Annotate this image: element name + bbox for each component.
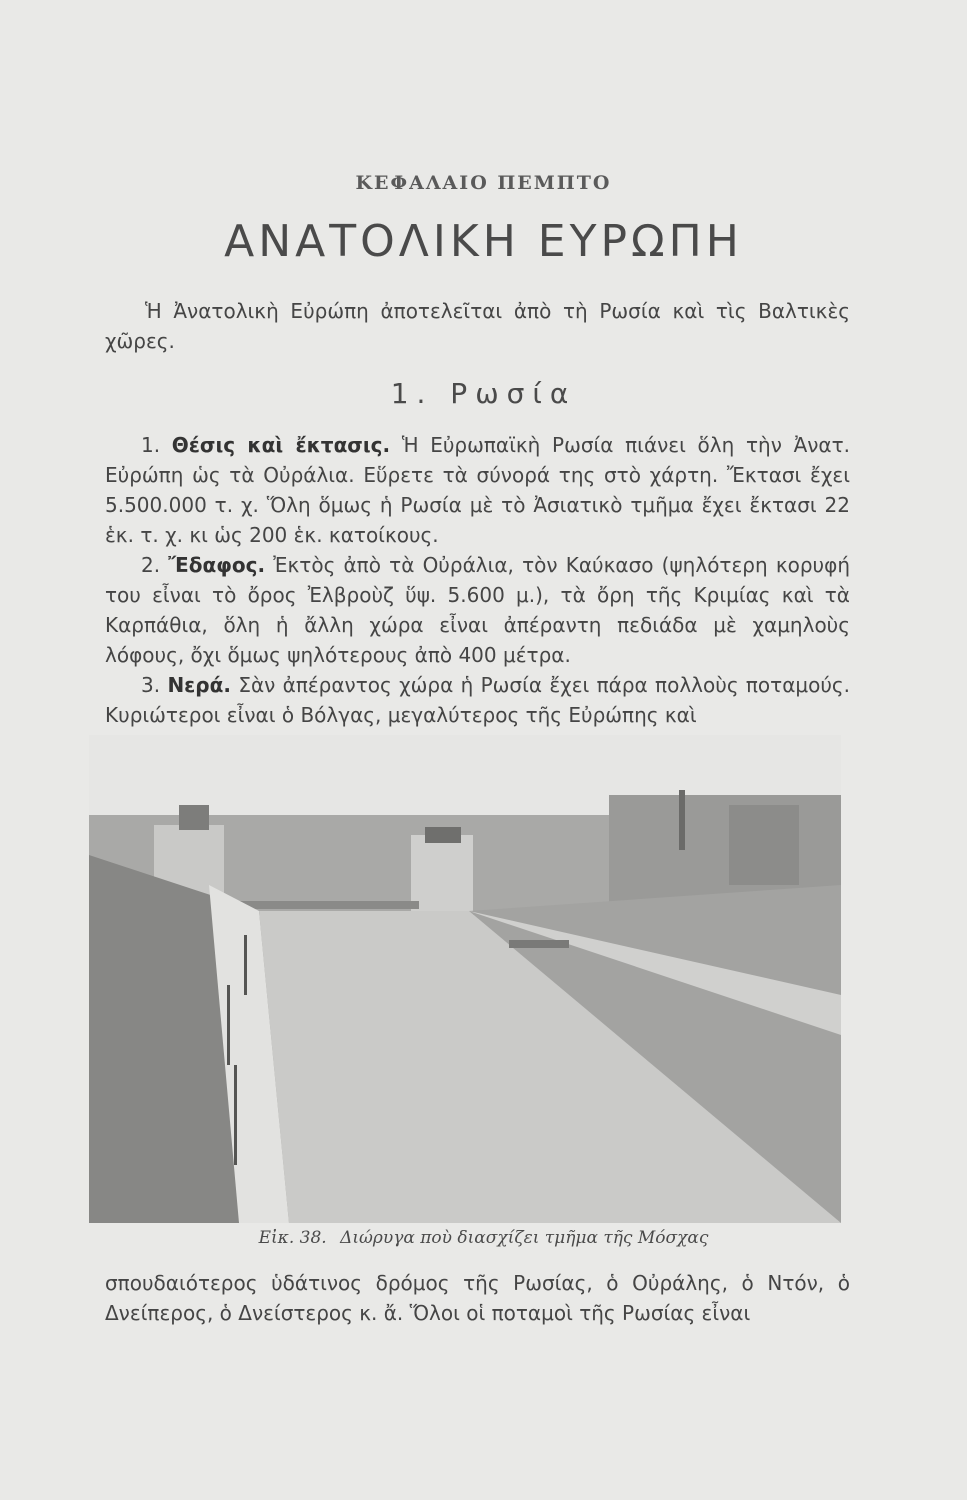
section-text: Ἐκτὸς ἀπὸ τὰ Οὐράλια, τὸν Καύκασο (ψηλότερη κορυφή του εἶναι τὸ ὄρος Ἐλβροὺζ ὕψ. 5.600 μ.), τὰ ὄρη τῆς Κριμίας καὶ τὰ Καρπάθια, ὅλη ἡ ἄλλη χώρα εἶναι ἀπέραντη πεδιάδα μὲ χαμηλοὺς λόφους, ὄχι ὅμως ψηλότερους ἀπὸ 400 μέτρα. [105,553,851,667]
figure-caption-text: Διώρυγα ποὺ διασχίζει τμῆμα τῆς Μόσχας [340,1228,709,1248]
canal-photo [89,735,841,1223]
figure-number: Εἰκ. 38. [258,1228,327,1248]
intro-paragraph: Ἡ Ἀνατολικὴ Εὐρώπη ἀποτελεῖται ἀπὸ τὴ Ρωσία καὶ τὶς Βαλτικὲς χῶρες. [105,299,850,353]
section-heading-inline: Νερά. [167,673,231,697]
section-heading-inline: Θέσις καὶ ἔκτασις. [171,433,391,457]
section-number: 1. [141,433,161,457]
figure-caption [0,1228,967,1248]
section-number: 2. [141,553,161,577]
sections-block [105,430,850,730]
chapter-label: ΚΕΦΑΛΑΙΟ ΠΕΜΠΤΟ [355,172,612,194]
continuation-text: σπουδαιότερος ὑδάτινος δρόμος τῆς Ρωσίας, ὁ Οὐράλης, ὁ Ντόν, ὁ Δνείπερος, ὁ Δνείστερος κ. ἄ. Ὅλοι οἱ ποταμοὶ τῆς Ρωσίας εἶναι [105,1271,850,1325]
section-number: 3. [141,673,161,697]
canal-photo-illustration [89,735,841,1223]
section-heading: 1. Ρωσία [390,377,577,410]
section-text: Ἡ Εὐρωπαϊκὴ Ρωσία πιάνει ὅλη τὴν Ἀνατ. Εὐρώπη ὡς τὰ Οὐράλια. Εὕρετε τὰ σύνορά της στὸ χάρτη. Ἔκτασι ἔχει 5.500.000 τ. χ. Ὅλη ὅμως ἡ Ρωσία μὲ τὸ Ἀσιατικὸ τμῆμα ἔχει ἔκτασι 22 ἑκ. τ. χ. κι ὡς 200 ἑκ. κατοίκους. [105,433,850,547]
section-paragraph [105,670,850,730]
continuation-paragraph [105,1268,850,1328]
page-title: ΑΝΑΤΟΛΙΚΗ ΕΥΡΩΠΗ [224,216,743,267]
section-text: Σὰν ἀπέραντος χώρα ἡ Ρωσία ἔχει πάρα πολλοὺς ποταμούς. Κυριώτεροι εἶναι ὁ Βόλγας, μεγαλύτερος τῆς Εὐρώπης καὶ [105,673,851,727]
section-paragraph [105,550,850,670]
section-heading-inline: Ἔδαφος. [168,553,266,577]
section-paragraph [105,430,850,550]
